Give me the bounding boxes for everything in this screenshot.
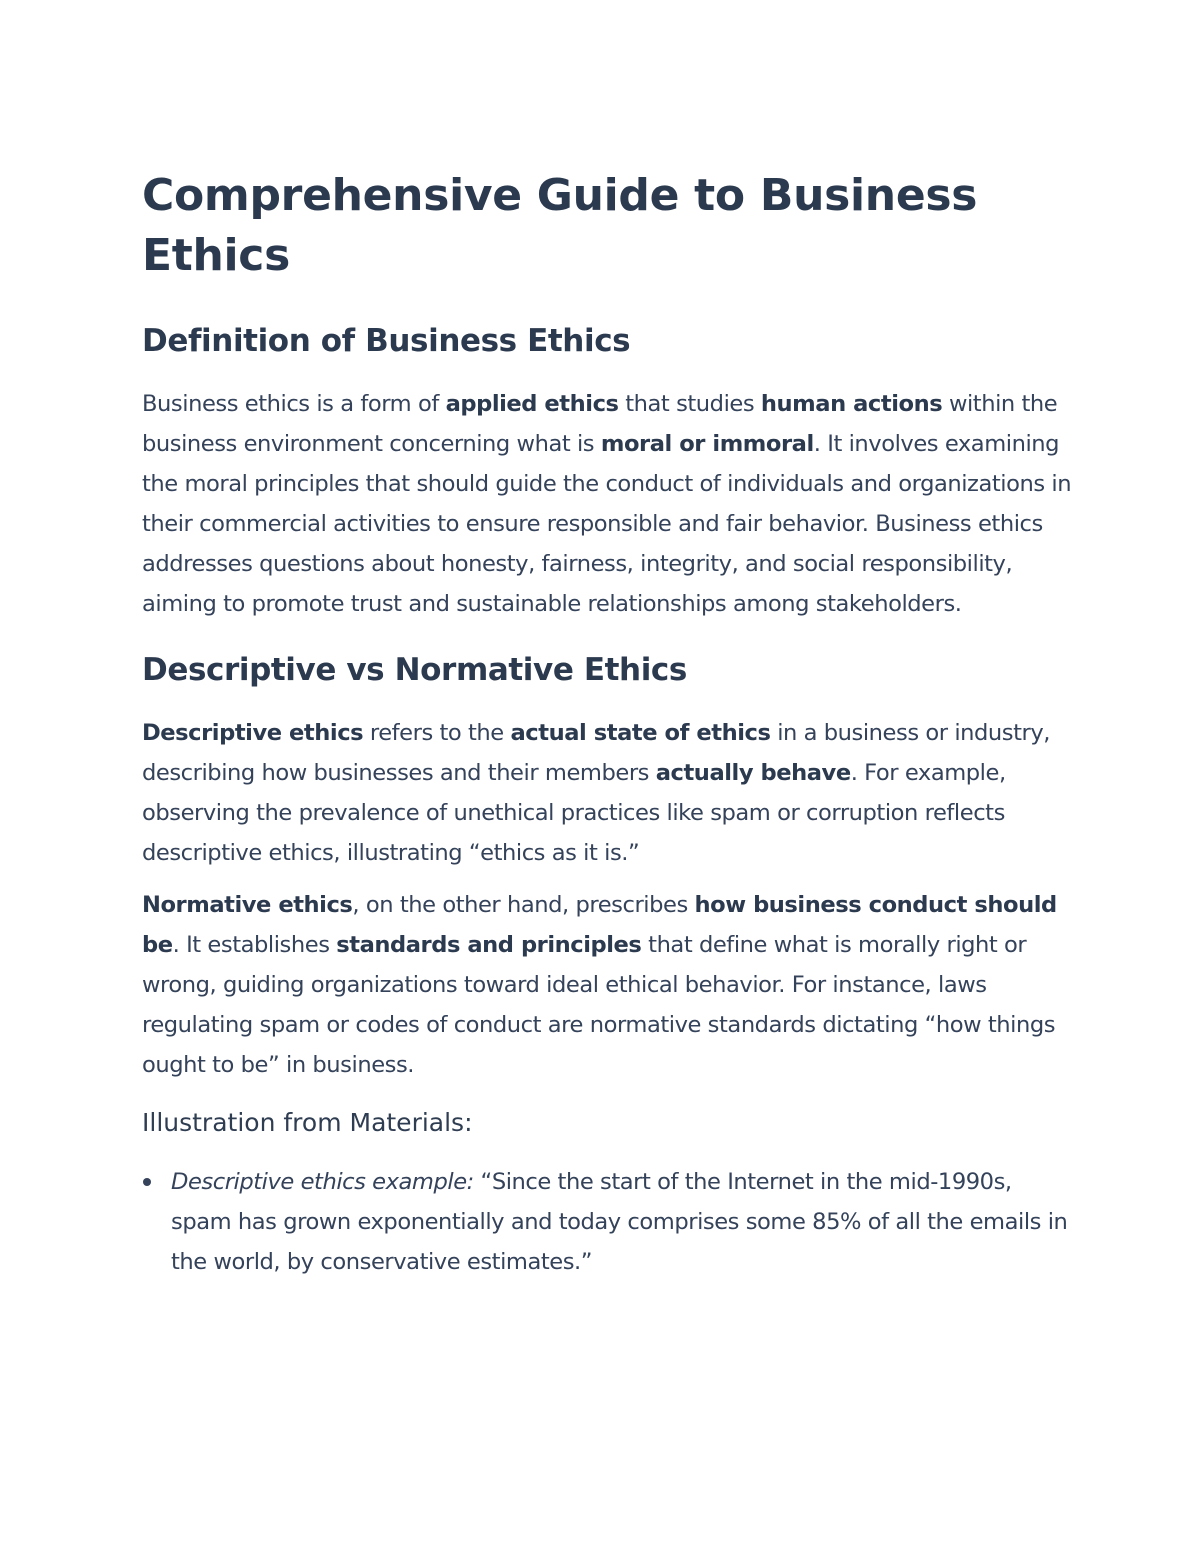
text-span: in a business or industry, describing how businesses and their members — [142, 720, 1051, 786]
text-span: . It establishes — [172, 932, 337, 958]
definition-paragraph — [142, 384, 1072, 624]
text-span: Business ethics is a form of — [142, 391, 446, 417]
text-span: that studies — [618, 391, 761, 417]
normative-ethics-paragraph — [142, 885, 1072, 1085]
section-heading-descriptive-vs-normative: Descriptive vs Normative Ethics — [142, 652, 687, 688]
text-span: , on the other hand, prescribes — [352, 892, 695, 918]
bold-term: how business conduct should be — [142, 892, 1057, 958]
text-span: . For example, observing the prevalence of unethical practices like spam or corruption reflects descriptive ethics, illustrating “ethics as it is.” — [142, 760, 1006, 866]
list-item — [142, 1162, 1072, 1282]
text-span: . It involves examining the moral principles that should guide the conduct of individuals and organizations in their commercial activities to ensure responsible and fair behavior. Business ethics addresses questions about honesty, fairness, integrity, and social responsibility, aiming to promote trust and sustainable relationships among stakeholders. — [142, 431, 1072, 617]
bold-term: Descriptive ethics — [142, 720, 364, 746]
document-page — [142, 166, 1072, 1282]
descriptive-ethics-paragraph — [142, 713, 1072, 873]
illustration-subheading: Illustration from Materials: — [142, 1108, 473, 1137]
document-title: Comprehensive Guide to Business Ethics — [142, 170, 978, 281]
bold-term: standards and principles — [336, 932, 642, 958]
bold-term: actually behave — [655, 760, 851, 786]
bold-term: Normative ethics — [142, 892, 353, 918]
text-span: that define what is morally right or wrong, guiding organizations toward ideal ethical behavior. For instance, laws regulating spam or codes of conduct are normative standards dictating “how things ought to be” in business. — [142, 932, 1056, 1078]
list-item-text: “Since the start of the Internet in the mid-1990s, spam has grown exponentially and today comprises some 85% of all the emails in the world, by conservative estimates.” — [171, 1169, 1068, 1275]
illustration-list — [142, 1162, 1072, 1282]
bullet-icon — [143, 1178, 151, 1186]
list-item-label: Descriptive ethics example: — [171, 1169, 474, 1195]
bold-term: applied ethics — [445, 391, 619, 417]
section-heading-definition: Definition of Business Ethics — [142, 323, 631, 359]
bold-term: human actions — [760, 391, 943, 417]
text-span: refers to the — [363, 720, 511, 746]
text-span: within the business environment concerning what is — [142, 391, 1058, 457]
bold-term: actual state of ethics — [510, 720, 771, 746]
bold-term: moral or immoral — [600, 431, 814, 457]
